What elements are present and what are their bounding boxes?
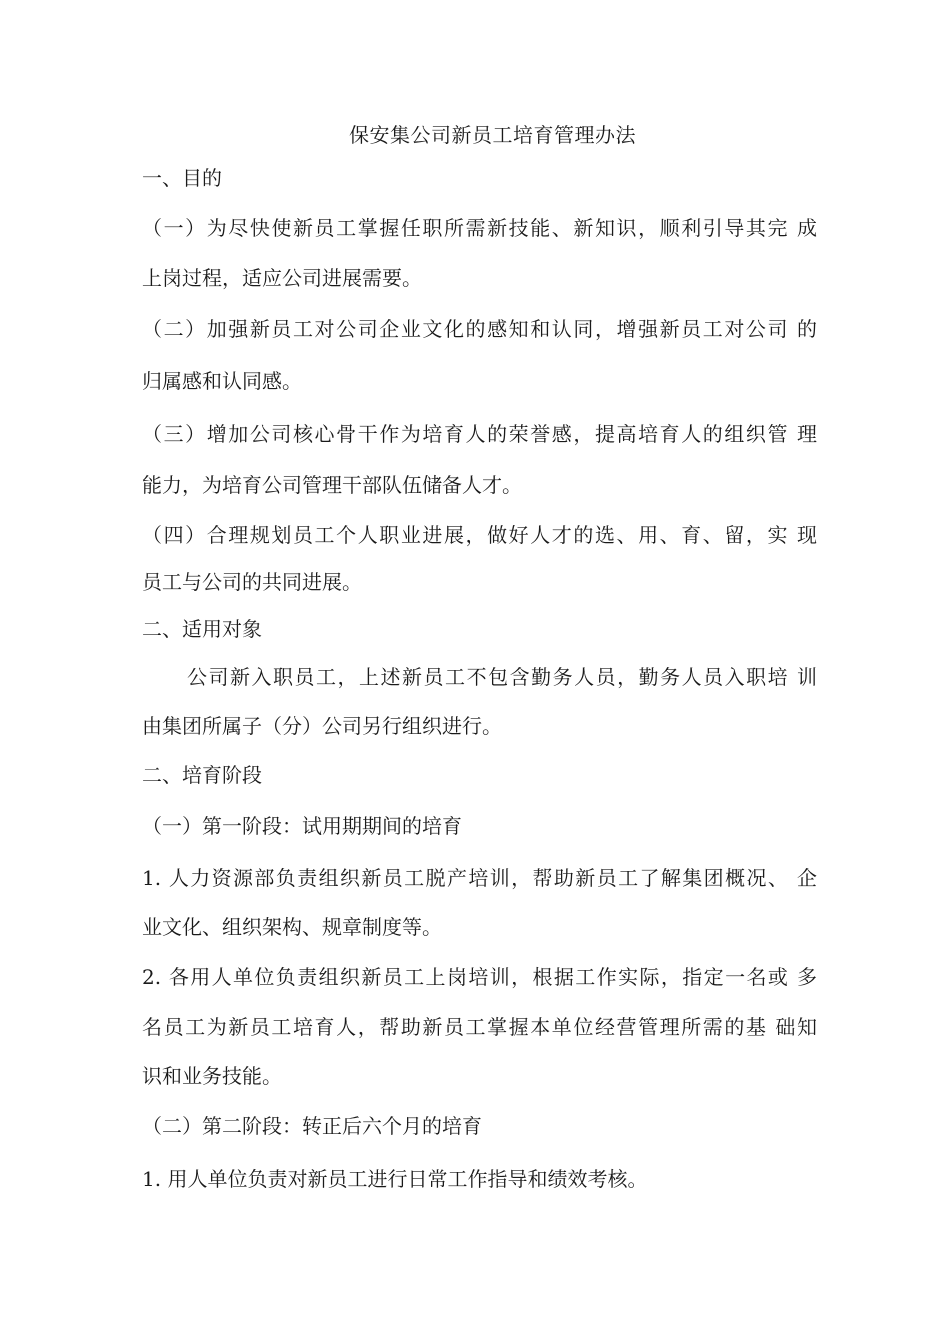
paragraph-line: （二）加强新员工对公司企业文化的感知和认同，增强新员工对公司 的 xyxy=(142,317,817,341)
paragraph-line: （一）为尽快使新员工掌握任职所需新技能、新知识，顺利引导其完 成 xyxy=(142,216,817,240)
page-title: 保安集公司新员工培育管理办法 xyxy=(349,123,636,147)
section-heading-purpose: 一、目的 xyxy=(142,166,222,190)
paragraph-line: （三）增加公司核心骨干作为培育人的荣誉感，提高培育人的组织管 理 xyxy=(142,422,817,446)
paragraph-line: 员工与公司的共同进展。 xyxy=(142,570,362,594)
paragraph-line: 识和业务技能。 xyxy=(142,1064,282,1088)
paragraph-line: 能力，为培育公司管理干部队伍储备人才。 xyxy=(142,473,522,497)
paragraph-line: 1. 用人单位负责对新员工进行日常工作指导和绩效考核。 xyxy=(142,1167,648,1191)
section-heading-scope: 二、适用对象 xyxy=(142,617,262,641)
section-heading-stages: 二、培育阶段 xyxy=(142,763,262,787)
paragraph-line: 归属感和认同感。 xyxy=(142,369,302,393)
paragraph-line: 名员工为新员工培育人，帮助新员工掌握本单位经营管理所需的基 础知 xyxy=(142,1015,817,1039)
paragraph-line: 业文化、组织架构、规章制度等。 xyxy=(142,915,442,939)
paragraph-line: （四）合理规划员工个人职业进展，做好人才的选、用、育、留，实 现 xyxy=(142,523,817,547)
paragraph-line: 2. 各用人单位负责组织新员工上岗培训，根据工作实际，指定一名或 多 xyxy=(142,965,817,989)
paragraph-line: 由集团所属子（分）公司另行组织进行。 xyxy=(142,714,502,738)
paragraph-line: 1. 人力资源部负责组织新员工脱产培训，帮助新员工了解集团概况、 企 xyxy=(142,866,817,890)
subsection-heading: （一）第一阶段：试用期期间的培育 xyxy=(142,814,462,838)
paragraph-line: 上岗过程，适应公司进展需要。 xyxy=(142,266,422,290)
paragraph-line: 公司新入职员工，上述新员工不包含勤务人员，勤务人员入职培 训 xyxy=(187,665,817,689)
subsection-heading: （二）第二阶段：转正后六个月的培育 xyxy=(142,1114,482,1138)
